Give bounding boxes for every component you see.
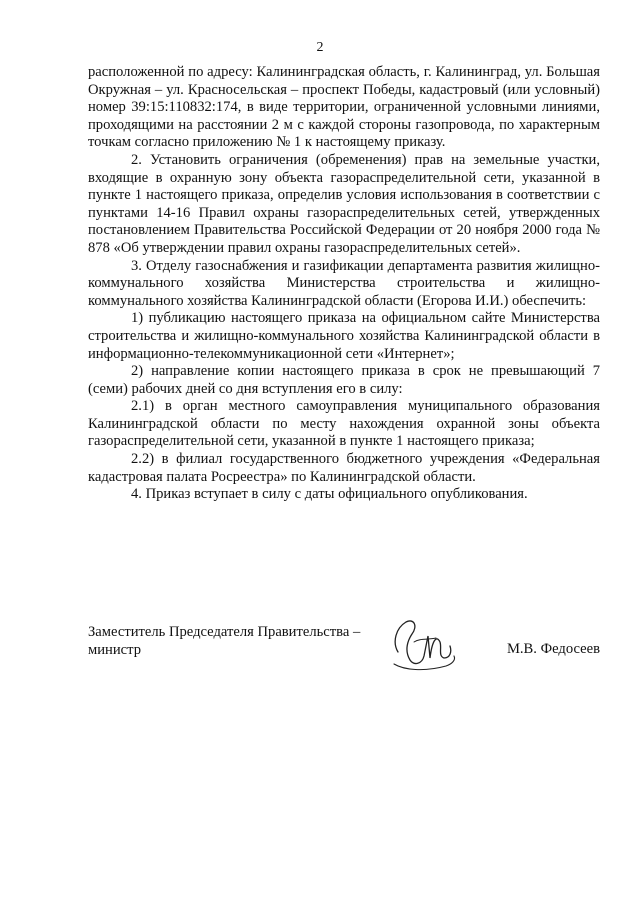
paragraph-item-3-2-2: 2.2) в филиал государственного бюджетного учреждения «Федеральная кадастровая палата Росреестра» по Калининградской области. xyxy=(88,451,600,485)
paragraph-item-4: 4. Приказ вступает в силу с даты официального опубликования. xyxy=(131,486,528,503)
paragraph-item-2: 2. Установить ограничения (обременения) прав на земельные участки, входящие в охранную зону объекта газораспределительной сети, указанной в пункте 1 настоящего приказа, определив условия использования в соответствии с пунктами 14-16 Правил охраны газораспределительных сетей, утвержденных постановлением Правительства Российской Федерации от 20 ноября 2000 года № 878 «Об утверждении правил охраны газораспределительных сетей». xyxy=(88,151,600,256)
handwritten-signature xyxy=(384,612,464,676)
paragraph-item-3-1: 1) публикацию настоящего приказа на официальном сайте Министерства строительства и жилищно-коммунального хозяйства Калининградской области в информационно-телекоммуникационной сети «Интернет»; xyxy=(88,310,600,362)
signatory-position xyxy=(88,624,360,659)
signatory-position-line1: Заместитель Председателя Правительства – xyxy=(88,624,361,640)
signatory-name: М.В. Федосеев xyxy=(506,641,600,657)
paragraph-continuation: расположенной по адресу: Калининградская область, г. Калининград, ул. Большая Окружная – ул. Красносельская – проспект Победы, кадастровый (или условный) номер 39:15:110832:174, в виде территории, ограниченной условными линиями, проходящими на расстоянии 2 м с каждой стороны газопровода, по характерным точкам согласно приложению № 1 к настоящему приказу. xyxy=(88,64,600,151)
document-body xyxy=(88,64,600,504)
signatory-position-line2: министр xyxy=(88,641,141,658)
paragraph-item-3-2: 2) направление копии настоящего приказа в срок не превышающий 7 (семи) рабочих дней со дня вступления его в силу: xyxy=(88,363,600,397)
page-number: 2 xyxy=(316,40,324,55)
paragraph-item-3-2-1: 2.1) в орган местного самоуправления муниципального образования Калининградской области по месту нахождения охранной зоны объекта газораспределительной сети, указанной в пункте 1 настоящего приказа; xyxy=(88,398,600,450)
paragraph-item-3: 3. Отделу газоснабжения и газификации департамента развития жилищно-коммунального хозяйства Министерства строительства и жилищно-коммунального хозяйства Калининградской области (Егорова И.И.) обеспечить: xyxy=(88,257,600,309)
